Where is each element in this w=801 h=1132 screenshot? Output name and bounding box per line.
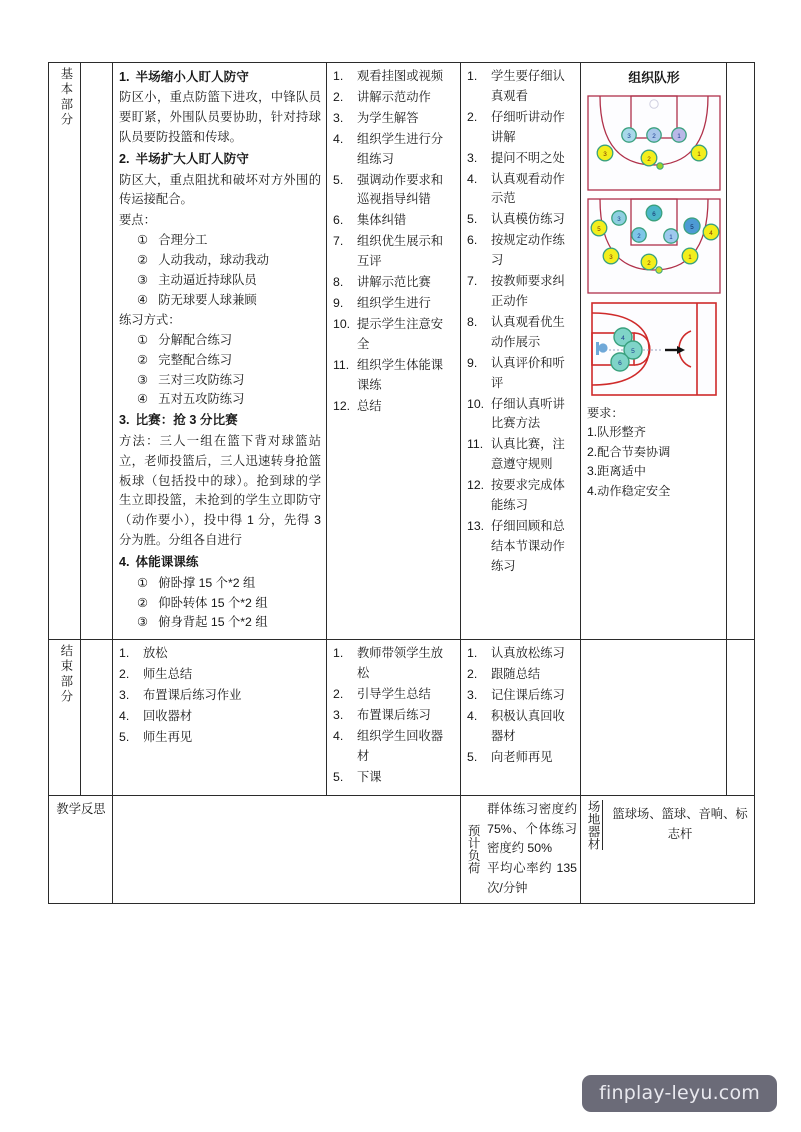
svg-text:3: 3 (627, 132, 631, 140)
list-item-number: 4. (333, 131, 344, 146)
list-item (333, 211, 455, 231)
list-item-text: 学生要仔细认真观看 (491, 69, 565, 103)
list-item-text: 认真放松练习 (491, 646, 565, 661)
organization-form-cell (581, 63, 727, 640)
list-item-text: 提示学生注意安全 (357, 316, 444, 351)
content-item3-number: 3. (119, 413, 130, 428)
list-item-number: 5. (467, 212, 478, 227)
reflection-label: 教学反思 (56, 801, 106, 816)
list-item (119, 728, 321, 748)
requirement-item: 4.动作稳定安全 (587, 483, 671, 498)
fitness-marker: ② (137, 595, 149, 610)
closing-teacher-list (333, 644, 455, 787)
list-item-text: 师生再见 (143, 729, 193, 744)
list-item-text: 组织学生进行 (357, 295, 431, 310)
list-item (333, 644, 455, 684)
list-item (333, 171, 455, 211)
list-item (467, 517, 575, 577)
time-cell-closing (81, 640, 113, 795)
fitness-text: 俯卧撑 15 个*2 组 (158, 575, 256, 590)
list-item (333, 315, 455, 355)
list-item-number: 4. (119, 709, 130, 724)
list-item-number: 12. (467, 478, 485, 493)
method-item (119, 371, 321, 391)
list-item-number: 7. (333, 234, 344, 249)
list-item (333, 685, 455, 705)
list-item-number: 2. (333, 687, 344, 702)
list-item-text: 讲解示范动作 (357, 89, 431, 104)
list-item-number: 9. (333, 295, 344, 310)
list-item (119, 644, 321, 664)
list-item-number: 2. (467, 109, 478, 124)
requirement-item: 1.队形整齐 (587, 425, 646, 440)
content-cell-main (113, 63, 327, 640)
list-item-number: 10. (333, 316, 351, 331)
requirements-label: 要求： (587, 405, 624, 420)
list-item (467, 170, 575, 210)
list-item-number: 6. (333, 213, 344, 228)
keypoint-item (119, 251, 321, 271)
time-cell-main (81, 63, 113, 640)
list-item (119, 665, 321, 685)
keypoint-text: 合理分工 (158, 233, 208, 248)
list-item-text: 积极认真回收器材 (491, 709, 565, 743)
phase-label-main (49, 63, 81, 640)
list-item-text: 布置课后练习 (357, 708, 431, 723)
svg-text:1: 1 (697, 150, 701, 158)
list-item-text: 引导学生总结 (357, 687, 431, 702)
method-marker: ④ (137, 392, 149, 407)
list-item-number: 2. (119, 667, 130, 682)
list-item (333, 109, 455, 129)
load-line: 群体练习密度约 75%、个体练习密度约 50% (487, 801, 577, 856)
svg-text:3: 3 (609, 253, 613, 261)
method-item (119, 331, 321, 351)
svg-text:2: 2 (647, 155, 651, 163)
list-item-text: 讲解示范比赛 (357, 275, 431, 290)
svg-text:2: 2 (652, 132, 656, 140)
method-marker: ① (137, 332, 149, 347)
list-item-number: 1. (119, 646, 130, 661)
list-item (467, 231, 575, 271)
list-item (467, 644, 575, 664)
list-item-number: 8. (333, 275, 344, 290)
list-item-number: 5. (467, 749, 478, 764)
list-item-number: 3. (467, 150, 478, 165)
content-item2-number: 2. (119, 152, 130, 167)
list-item (467, 435, 575, 475)
list-item-text: 提问不明之处 (491, 150, 565, 165)
spacer-cell-main (727, 63, 755, 640)
keypoint-marker: ④ (137, 292, 149, 307)
content-item1-heading (119, 67, 321, 87)
method-marker: ③ (137, 372, 149, 387)
list-item-number: 4. (467, 171, 478, 186)
list-item-text: 组织优生展示和互评 (357, 234, 444, 269)
content-item4-title: 体能课课练 (135, 555, 199, 570)
organization-form-title: 组织队形 (628, 70, 680, 85)
content-item4-heading (119, 552, 321, 572)
content-item1-body: 防区小，重点防篮下进攻，中锋队员要盯紧，外围队员要协助，针对持球队员要防投篮和传球。 (119, 90, 321, 145)
list-item-text: 认真比赛，注意遵守规则 (491, 437, 565, 472)
list-item (467, 476, 575, 516)
half-court-5v5-diagram (587, 198, 721, 294)
list-item-number: 7. (467, 274, 478, 289)
list-item (467, 686, 575, 706)
list-item-text: 布置课后练习作业 (143, 688, 242, 703)
rebound-drill-svg (587, 301, 721, 397)
list-item-number: 10. (467, 396, 485, 411)
keypoint-item (119, 271, 321, 291)
phase-label-closing-text: 结束部分 (58, 644, 73, 706)
list-item-number: 11. (467, 437, 484, 452)
list-item (333, 397, 455, 417)
list-item (333, 706, 455, 726)
methods-label: 练习方式： (119, 312, 181, 327)
keypoints-label: 要点： (119, 213, 156, 228)
half-court-3v3-svg (587, 95, 721, 191)
requirement-item: 3.距离适中 (587, 464, 646, 479)
list-item (333, 356, 455, 396)
ball-icon (656, 267, 662, 273)
list-item-number: 5. (333, 172, 344, 187)
list-item-number: 2. (467, 667, 478, 682)
content-item2-body: 防区大，重点阻扰和破坏对方外围的传运接配合。 (119, 172, 321, 207)
content-item1-number: 1. (119, 70, 130, 84)
list-item (333, 88, 455, 108)
method-text: 三对三攻防练习 (158, 372, 245, 387)
requirement-item: 2.配合节奏协调 (587, 444, 671, 459)
content-item4-number: 4. (119, 555, 130, 570)
list-item-number: 2. (333, 89, 344, 104)
svg-text:1: 1 (677, 132, 681, 140)
list-item-text: 总结 (357, 398, 382, 413)
list-item-number: 4. (467, 709, 478, 724)
half-court-3v3-diagram (587, 95, 721, 191)
list-item-number: 11. (333, 357, 350, 372)
svg-text:4: 4 (709, 229, 713, 237)
content-item1-title: 半场缩小人盯人防守 (135, 70, 249, 84)
equipment-cell (581, 795, 755, 904)
list-item-number: 1. (467, 646, 478, 661)
phase-label-main-text: 基本部分 (58, 67, 73, 129)
table-row-reflection (49, 795, 755, 904)
requirements-block (587, 404, 721, 502)
phase-label-closing (49, 640, 81, 795)
list-item (333, 294, 455, 314)
ball-icon (657, 163, 663, 169)
method-text: 分解配合练习 (158, 332, 233, 347)
rebound-drill-diagram (587, 301, 721, 397)
estimated-load-label: 预计负荷 (466, 824, 481, 875)
half-court-5v5-svg (587, 198, 721, 294)
list-item-number: 9. (467, 355, 478, 370)
list-item-number: 6. (467, 233, 478, 248)
fitness-item (119, 613, 321, 633)
student-cell-main (461, 63, 581, 640)
svg-text:3: 3 (617, 215, 621, 223)
estimated-load-cell (461, 795, 581, 904)
svg-text:3: 3 (603, 150, 607, 158)
list-item-text: 集体纠错 (357, 213, 407, 228)
list-item (333, 768, 455, 788)
list-item-text: 放松 (143, 646, 168, 661)
closing-student-list (467, 644, 575, 767)
fitness-text: 仰卧转体 15 个*2 组 (158, 595, 268, 610)
list-item-text: 按规定动作练习 (491, 233, 565, 268)
list-item (467, 272, 575, 312)
list-item (467, 395, 575, 435)
student-activity-list (467, 67, 575, 577)
list-item (119, 707, 321, 727)
content-item2-heading (119, 149, 321, 169)
organization-form-cell-closing (581, 640, 727, 795)
fitness-item (119, 574, 321, 594)
list-item-number: 1. (333, 69, 344, 83)
defender-markers (622, 128, 686, 142)
list-item-number: 5. (333, 769, 344, 784)
svg-text:6: 6 (652, 210, 656, 218)
method-text: 五对五攻防练习 (158, 392, 245, 407)
list-item-text: 记住课后练习 (491, 688, 565, 703)
equipment-value: 篮球场、篮球、音响、标志杆 (612, 806, 748, 841)
keypoint-marker: ② (137, 253, 149, 268)
list-item-text: 向老师再见 (491, 749, 553, 764)
svg-text:5: 5 (597, 225, 601, 233)
keypoint-item (119, 291, 321, 311)
teacher-activity-list (333, 67, 455, 416)
list-item-text: 认真观看动作示范 (491, 171, 565, 206)
list-item-text: 组织学生体能课课练 (357, 357, 444, 392)
list-item-text: 跟随总结 (491, 667, 541, 682)
reflection-label-cell (49, 795, 113, 904)
list-item-text: 认真观看优生动作展示 (491, 314, 565, 349)
method-item (119, 351, 321, 371)
teacher-cell-main (327, 63, 461, 640)
fitness-marker: ③ (137, 615, 149, 630)
list-item-number: 3. (333, 110, 344, 125)
list-item (119, 686, 321, 706)
list-item-text: 下课 (357, 769, 382, 784)
list-item (467, 313, 575, 353)
svg-text:2: 2 (637, 232, 641, 240)
content-item2-title: 半场扩大人盯人防守 (135, 152, 249, 167)
list-item (333, 273, 455, 293)
fitness-item (119, 594, 321, 614)
spacer-cell-closing (727, 640, 755, 795)
list-item-text: 认真评价和听评 (491, 355, 565, 390)
list-item (467, 67, 575, 107)
list-item (333, 130, 455, 170)
method-marker: ② (137, 352, 149, 367)
list-item-text: 按要求完成体能练习 (491, 478, 565, 513)
load-line: 平均心率约 135 次/分钟 (487, 861, 577, 896)
list-item-number: 13. (467, 518, 485, 533)
content-item3-heading (119, 410, 321, 430)
keypoint-item (119, 231, 321, 251)
list-item-text: 仔细听讲动作讲解 (491, 109, 565, 144)
content-item3-title: 比赛：抢 3 分比赛 (135, 413, 238, 428)
list-item (467, 108, 575, 148)
table-row-main (49, 63, 755, 640)
svg-text:5: 5 (690, 223, 694, 231)
list-item (333, 67, 455, 87)
list-item-number: 1. (467, 69, 478, 83)
list-item-text: 强调动作要求和巡视指导纠错 (357, 172, 444, 207)
content-cell-closing (113, 640, 327, 795)
svg-text:1: 1 (669, 233, 673, 241)
list-item-text: 仔细认真听讲比赛方法 (491, 396, 565, 431)
list-item-text: 回收器材 (143, 709, 193, 724)
list-item (467, 707, 575, 747)
table-row-closing (49, 640, 755, 795)
watermark: finplay-leyu.com (582, 1075, 777, 1112)
list-item-number: 3. (467, 688, 478, 703)
list-item (467, 354, 575, 394)
svg-text:5: 5 (631, 347, 635, 355)
list-item-number: 3. (119, 688, 130, 703)
fitness-text: 俯身背起 15 个*2 组 (158, 615, 268, 630)
list-item-text: 组织学生进行分组练习 (357, 131, 444, 166)
list-item (333, 232, 455, 272)
list-item-text: 师生总结 (143, 667, 193, 682)
teacher-cell-closing (327, 640, 461, 795)
list-item-number: 5. (119, 729, 130, 744)
svg-text:2: 2 (647, 259, 651, 267)
closing-content-list (119, 644, 321, 748)
student-cell-closing (461, 640, 581, 795)
keypoint-text: 人动我动，球动我动 (158, 253, 269, 268)
list-item (467, 149, 575, 169)
list-item-text: 观看挂图或视频 (357, 69, 444, 83)
svg-text:6: 6 (618, 359, 622, 367)
list-item-number: 1. (333, 646, 344, 661)
keypoint-text: 防无球要人球兼顾 (158, 292, 257, 307)
fitness-marker: ① (137, 575, 149, 590)
content-item3-body: 方法：三人一组在篮下背对球篮站立，老师投篮后，三人迅速转身抢篮板球（包括投中的球）。抢到球的学生立即投篮，未抢到的学生立即防守（动作要小），投中得 1 分，先得 3 分为胜。分组各自进行 (119, 433, 321, 548)
method-text: 完整配合练习 (158, 352, 233, 367)
list-item (333, 727, 455, 767)
list-item (467, 665, 575, 685)
list-item-number: 8. (467, 314, 478, 329)
list-item-text: 按教师要求纠正动作 (491, 274, 565, 308)
list-item-text: 教师带领学生放松 (357, 646, 444, 681)
list-item-number: 4. (333, 728, 344, 743)
list-item-number: 3. (333, 708, 344, 723)
keypoint-text: 主动逼近持球队员 (158, 273, 257, 288)
list-item (467, 748, 575, 768)
lesson-plan-table (48, 62, 755, 904)
keypoint-marker: ① (137, 233, 149, 248)
list-item-number: 12. (333, 398, 351, 413)
list-item (467, 210, 575, 230)
method-item (119, 390, 321, 410)
equipment-label: 场地器材 (586, 799, 601, 850)
keypoint-marker: ③ (137, 273, 149, 288)
list-item-text: 认真模仿练习 (491, 212, 565, 227)
svg-text:4: 4 (621, 334, 625, 342)
reflection-content-cell[interactable] (113, 795, 461, 904)
svg-text:1: 1 (688, 253, 692, 261)
list-item-text: 仔细回顾和总结本节课动作练习 (491, 518, 565, 573)
list-item-text: 组织学生回收器材 (357, 728, 444, 763)
list-item-text: 为学生解答 (357, 110, 419, 125)
